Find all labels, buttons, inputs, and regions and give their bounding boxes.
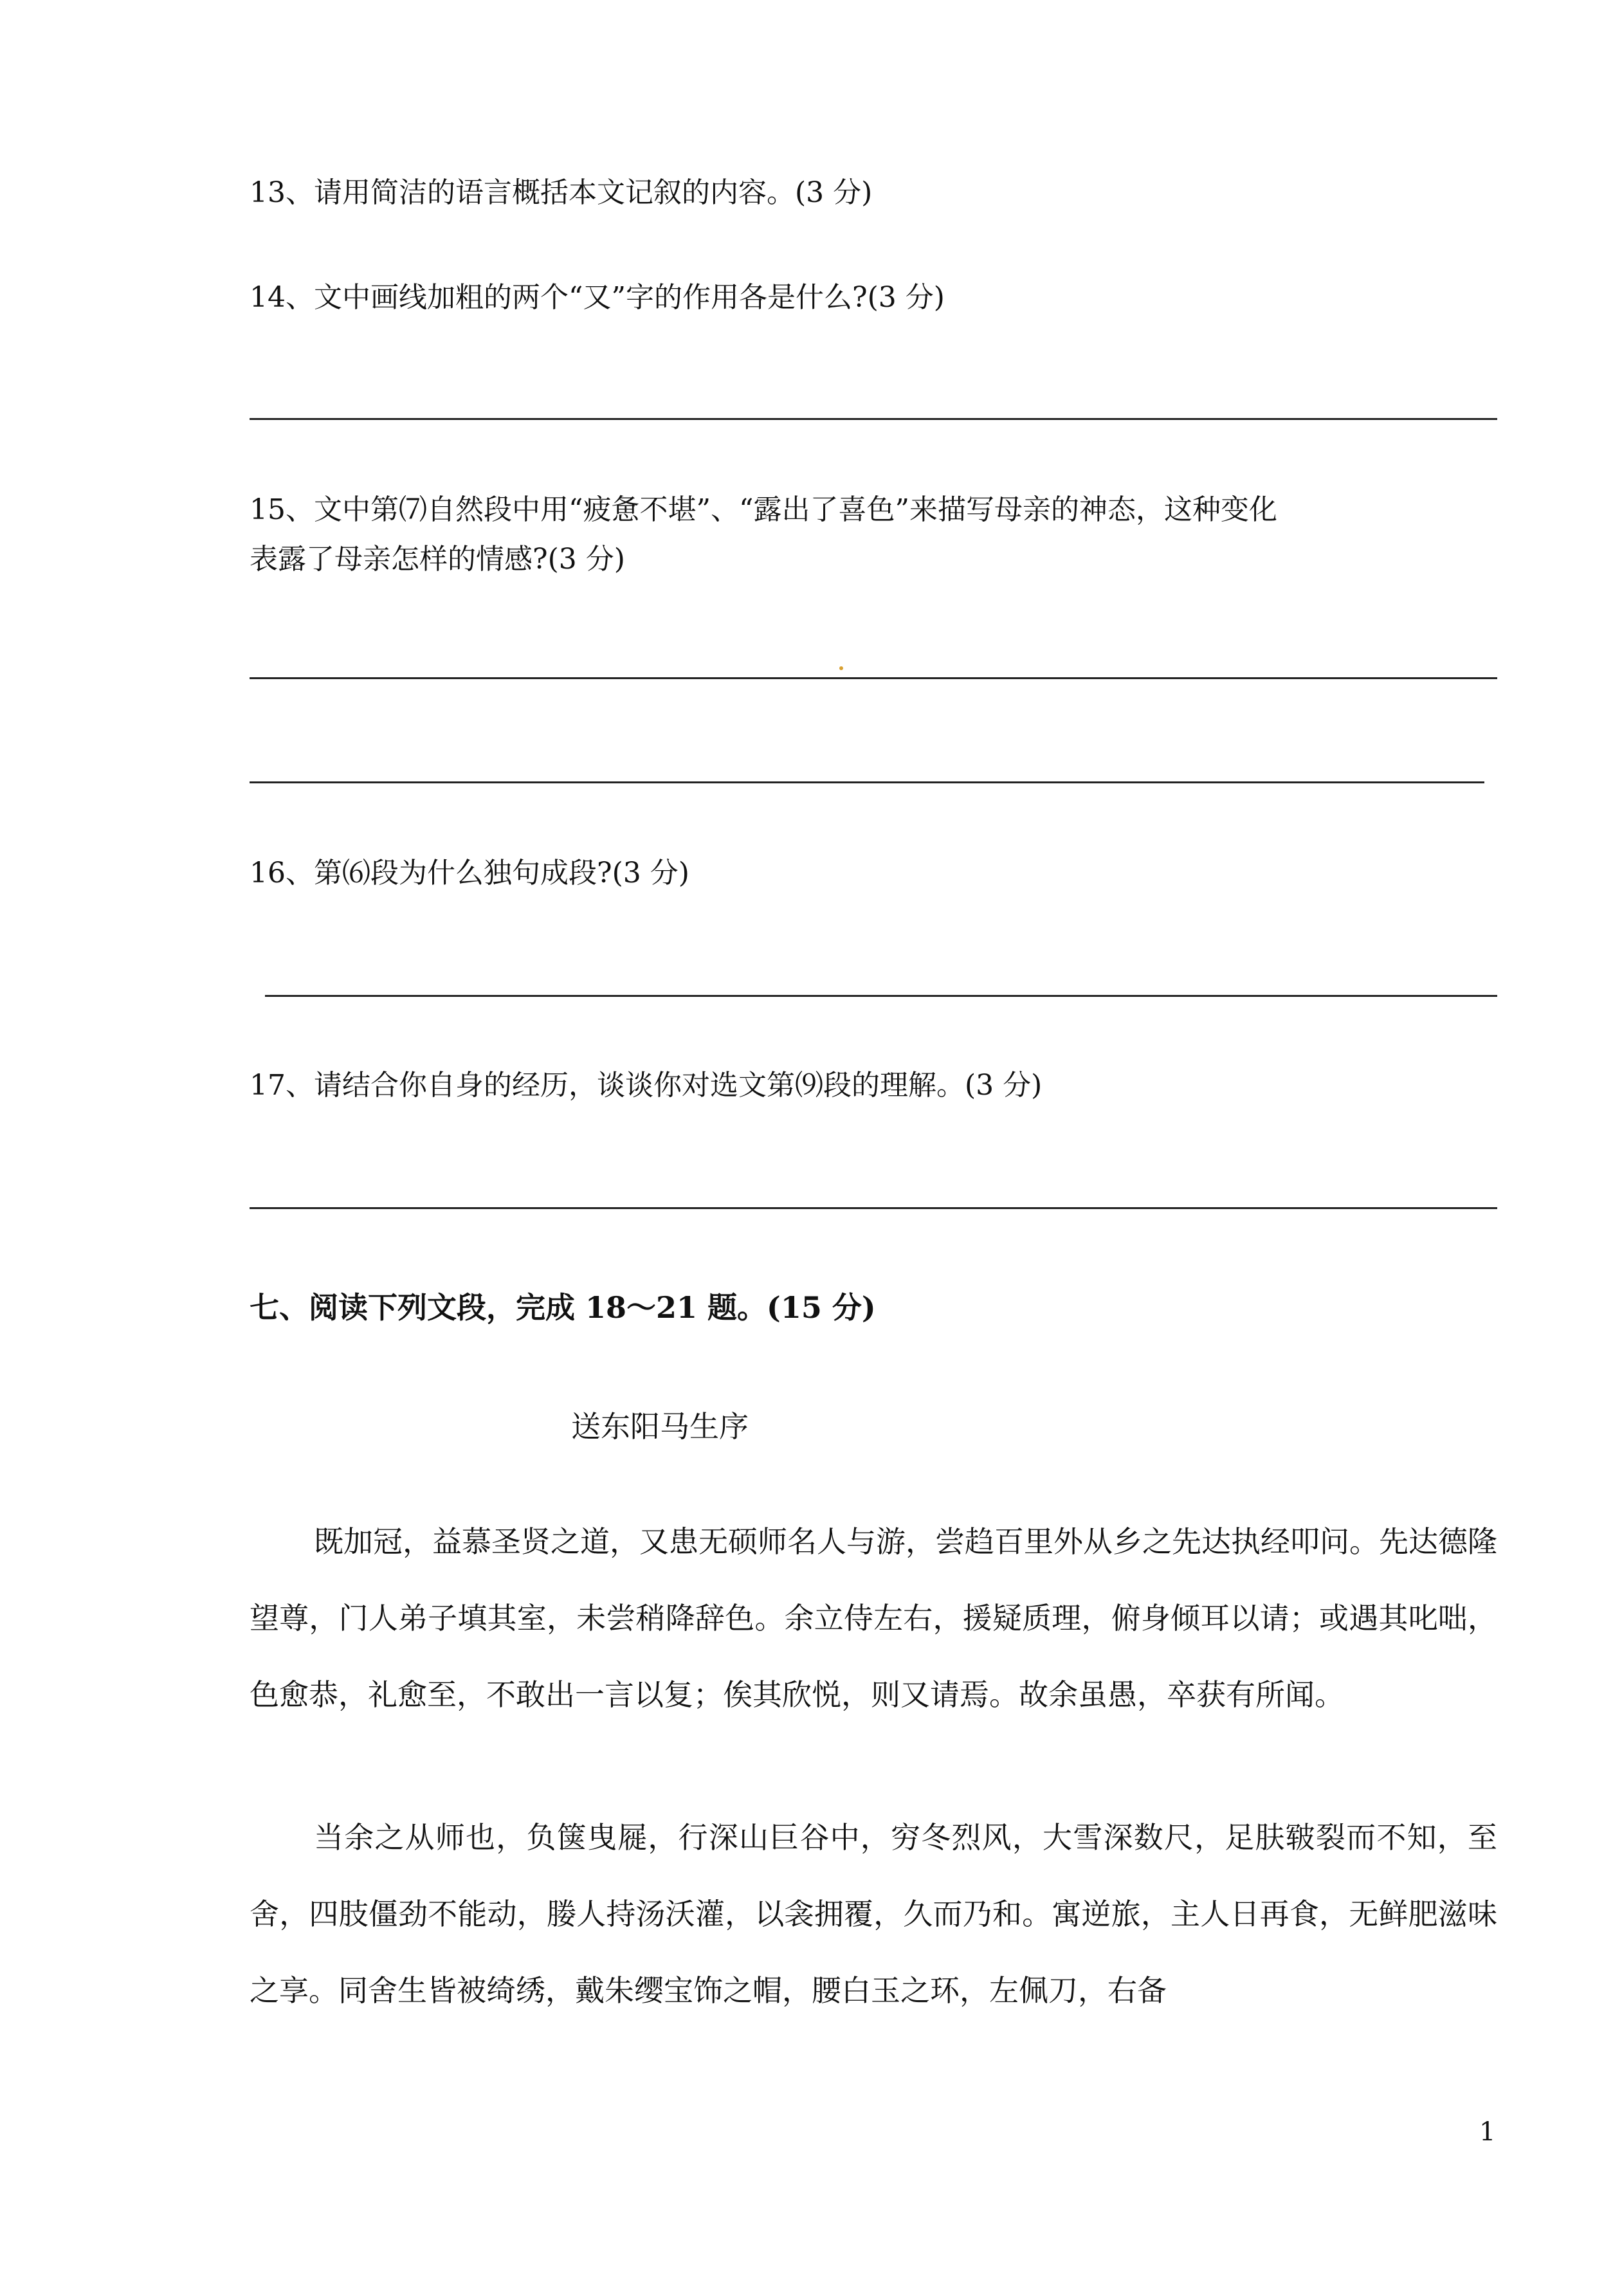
passage-paragraph-2: 当余之从师也，负箧曳屣，行深山巨谷中，穷冬烈风，大雪深数尺，足肤皲裂而不知，至舍，四肢僵劲不能动，媵人持汤沃灌，以衾拥覆，久而乃和。寓逆旅，主人日再食，无鲜肥滋味之享。同舍生皆被绮绣，戴朱缨宝饰之帽，腰白玉之环，左佩刀，右备 xyxy=(250,1820,1497,2008)
question-13: 13、请用简洁的语言概括本文记叙的内容。(3 分) xyxy=(250,176,873,209)
section-heading: 七、阅读下列文段，完成 18～21 题。(15 分) xyxy=(250,1290,876,1325)
answer-line-14 xyxy=(250,418,1497,420)
answer-line-16 xyxy=(265,995,1497,997)
question-14: 14、文中画线加粗的两个“又”字的作用各是什么?(3 分) xyxy=(250,281,945,314)
stray-mark xyxy=(839,666,843,670)
passage-title: 送东阳马生序 xyxy=(571,1409,749,1444)
question-15-line-1: 15、文中第⑺自然段中用“疲惫不堪”、“露出了喜色”来描写母亲的神态，这种变化 xyxy=(250,493,1277,526)
passage-paragraph-1: 既加冠，益慕圣贤之道，又患无硕师名人与游，尝趋百里外从乡之先达执经叩问。先达德隆望尊，门人弟子填其室，未尝稍降辞色。余立侍左右，援疑质理，俯身倾耳以请；或遇其叱咄，色愈恭，礼愈至，不敢出一言以复；俟其欣悦，则又请焉。故余虽愚，卒获有所闻。 xyxy=(250,1524,1497,1712)
question-17: 17、请结合你自身的经历，谈谈你对选文第⑼段的理解。(3 分) xyxy=(250,1069,1043,1102)
answer-line-15a xyxy=(250,677,1497,679)
answer-line-17 xyxy=(250,1207,1497,1209)
question-15-line-2: 表露了母亲怎样的情感?(3 分) xyxy=(250,543,625,576)
page-number: 1 xyxy=(1479,2117,1496,2147)
answer-line-15b xyxy=(250,781,1484,783)
question-16: 16、第⑹段为什么独句成段?(3 分) xyxy=(250,857,689,889)
